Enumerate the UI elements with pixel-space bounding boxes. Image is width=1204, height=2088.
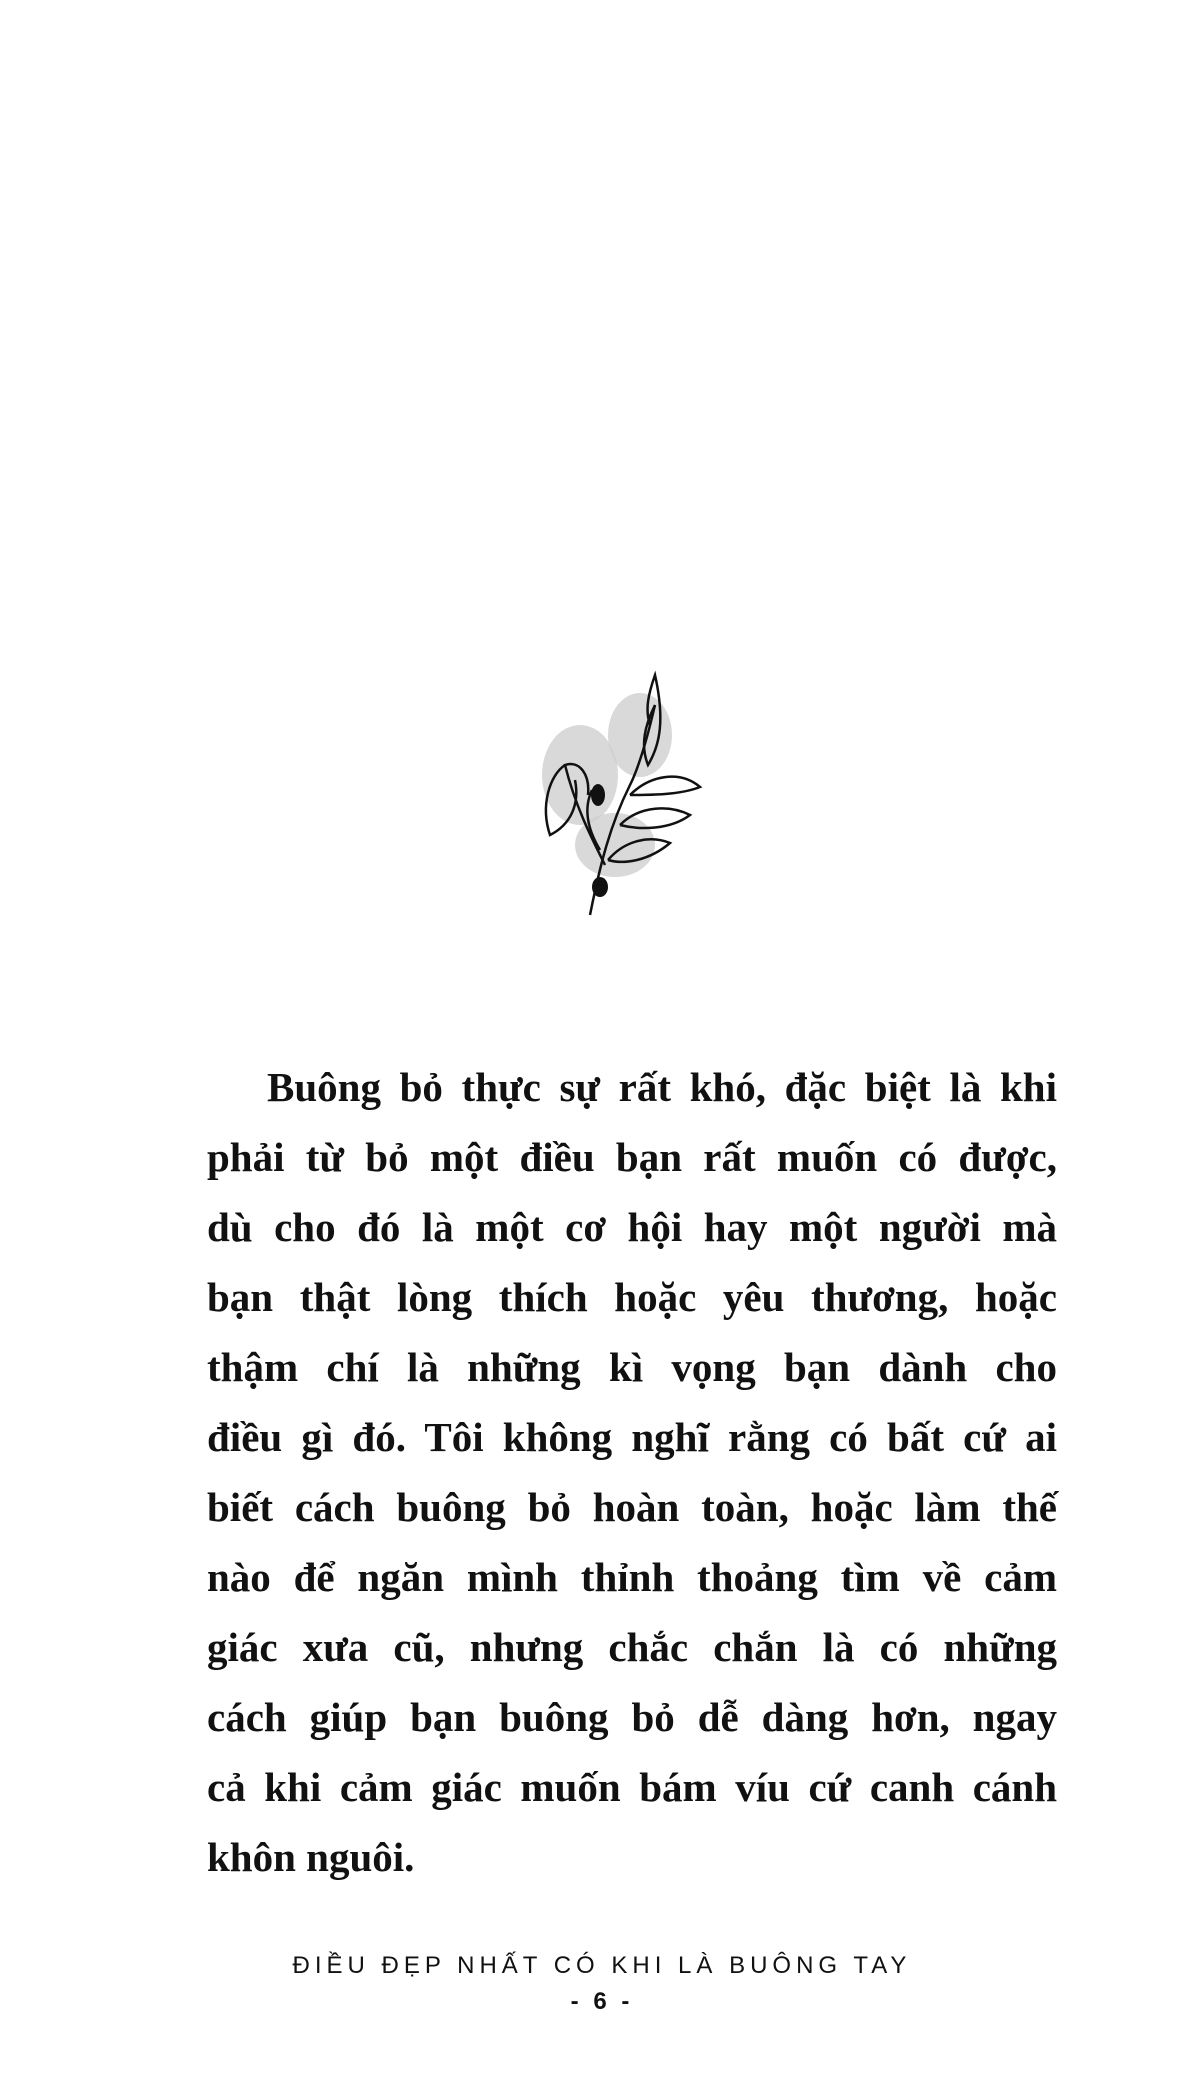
paragraph-line: thậm chí là những kì vọng bạn dành cho (207, 1344, 1057, 1390)
paragraph-line: bạn thật lòng thích hoặc yêu thương, hoặc (207, 1274, 1057, 1320)
paragraph-line: dù cho đó là một cơ hội hay một người mà (207, 1204, 1057, 1250)
paragraph-line: điều gì đó. Tôi không nghĩ rằng có bất cứ ai (207, 1414, 1057, 1460)
leaf-branch-icon (530, 665, 720, 945)
paragraph-line: cách giúp bạn buông bỏ dễ dàng hơn, ngay (207, 1694, 1057, 1740)
paragraph-line: cả khi cảm giác muốn bám víu cứ canh cánh (207, 1764, 1057, 1810)
paragraph-line: khôn nguôi. (207, 1834, 415, 1880)
paragraph-line: Buông bỏ thực sự rất khó, đặc biệt là khi (267, 1064, 1057, 1110)
paragraph-line: phải từ bỏ một điều bạn rất muốn có được, (207, 1134, 1057, 1180)
body-paragraph (207, 1052, 1057, 1892)
page-number: - 6 - (570, 1988, 634, 2015)
paragraph-line: giác xưa cũ, nhưng chắc chắn là có những (207, 1624, 1057, 1670)
paragraph-line: biết cách buông bỏ hoàn toàn, hoặc làm thế (207, 1484, 1057, 1530)
paragraph-line: nào để ngăn mình thỉnh thoảng tìm về cảm (207, 1554, 1057, 1600)
running-footer-title: ĐIỀU ĐẸP NHẤT CÓ KHI LÀ BUÔNG TAY (292, 1952, 912, 1979)
